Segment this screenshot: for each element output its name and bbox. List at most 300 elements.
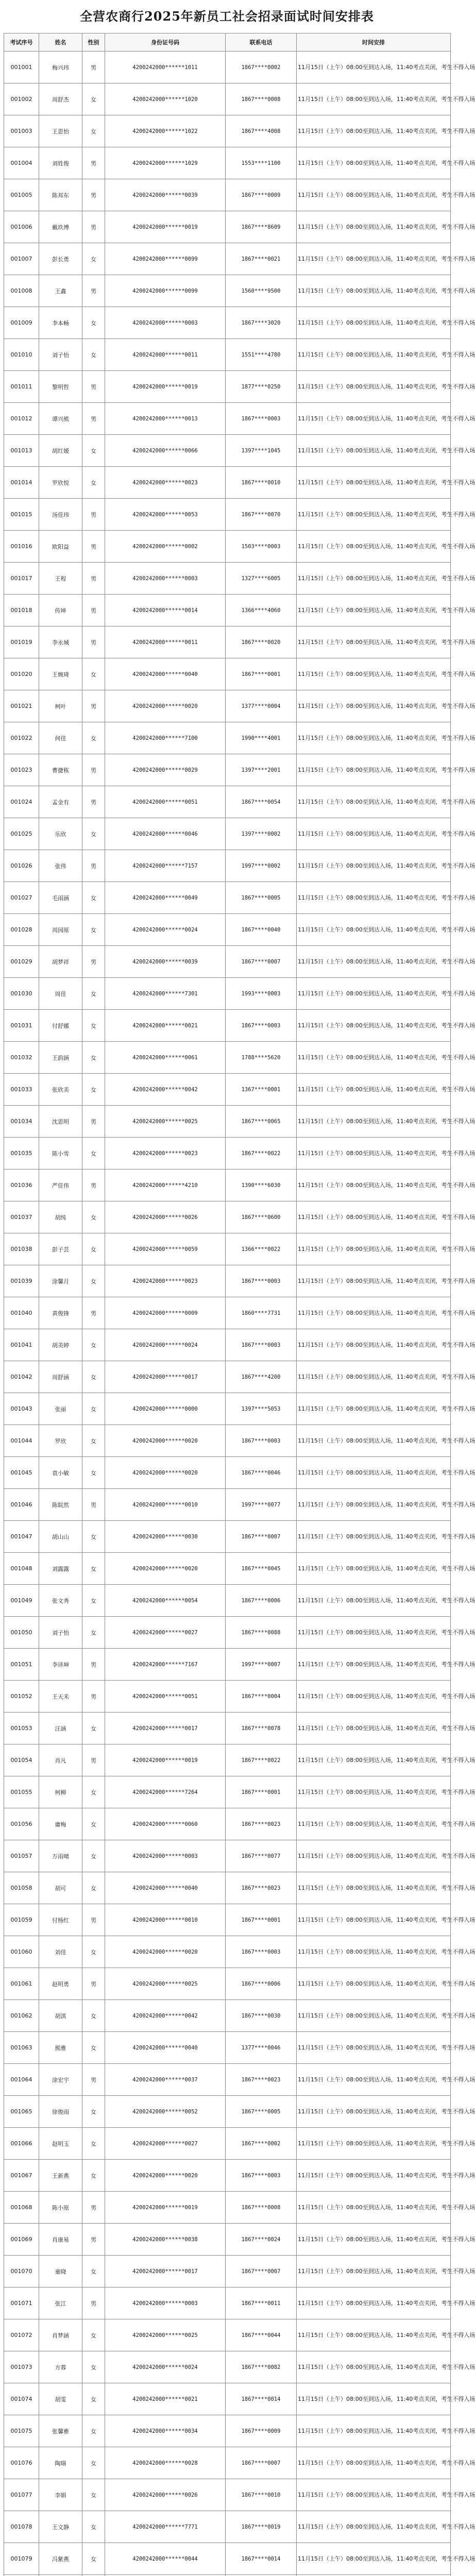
cell-exam-number: 001051 (4, 1649, 39, 1681)
table-row (4, 882, 451, 914)
cell-exam-number: 001074 (4, 2383, 39, 2415)
cell-time-arrangement: 11月15日（上午）08:00至到达入场，11:40考点关闭，考生不得入场 (297, 626, 451, 658)
cell-id-number: 4200242000******0030 (105, 1521, 226, 1553)
cell-time-arrangement: 11月15日（上午）08:00至到达入场，11:40考点关闭，考生不得入场 (297, 2032, 451, 2064)
cell-name: 曹捷栋 (39, 754, 82, 786)
cell-name: 肖梦涵 (39, 2319, 82, 2351)
cell-name: 张丽 (39, 1393, 82, 1425)
cell-gender: 女 (82, 1872, 105, 1904)
cell-gender: 女 (82, 1840, 105, 1872)
table-row (4, 754, 451, 786)
cell-phone: 1867****0022 (226, 1138, 297, 1170)
cell-name: 肖康易 (39, 2224, 82, 2256)
table-row (4, 467, 451, 499)
cell-name: 柯柳 (39, 1776, 82, 1808)
cell-name: 王新燕 (39, 2160, 82, 2192)
cell-phone: 1867****0006 (226, 1585, 297, 1617)
cell-time-arrangement: 11月15日（上午）08:00至到达入场，11:40考点关闭，考生不得入场 (297, 658, 451, 690)
cell-phone: 1867****0005 (226, 2096, 297, 2128)
cell-name: 涂宏宇 (39, 2064, 82, 2096)
table-row (4, 1361, 451, 1393)
page-title: 全营农商行2025年新员工社会招录面试时间安排表 (80, 9, 374, 24)
cell-time-arrangement: 11月15日（上午）08:00至到达入场，11:40考点关闭，考生不得入场 (297, 1489, 451, 1521)
cell-id-number: 4200242000******0019 (105, 211, 226, 243)
cell-name: 彭长勇 (39, 243, 82, 275)
cell-time-arrangement: 11月15日（上午）08:00至到达入场，11:40考点关闭，考生不得入场 (297, 403, 451, 435)
cell-name: 孟金有 (39, 786, 82, 818)
table-row (4, 1553, 451, 1585)
header-id-number: 身份证号码 (105, 33, 226, 52)
cell-exam-number: 001025 (4, 818, 39, 850)
cell-name: 严佳伟 (39, 1170, 82, 1201)
cell-time-arrangement: 11月15日（上午）08:00至到达入场，11:40考点关闭，考生不得入场 (297, 595, 451, 626)
cell-gender: 男 (82, 403, 105, 435)
table-row (4, 1010, 451, 1042)
cell-id-number: 4200242000******0009 (105, 1297, 226, 1329)
cell-id-number: 4200242000******0020 (105, 1936, 226, 1968)
cell-time-arrangement: 11月15日（上午）08:00至到达入场，11:40考点关闭，考生不得入场 (297, 243, 451, 275)
cell-name: 乐欣 (39, 818, 82, 850)
cell-id-number: 4200242000******0099 (105, 243, 226, 275)
cell-time-arrangement: 11月15日（上午）08:00至到达入场，11:40考点关闭，考生不得入场 (297, 2287, 451, 2319)
cell-gender: 男 (82, 1170, 105, 1201)
table-row (4, 179, 451, 211)
cell-phone: 1867****8609 (226, 211, 297, 243)
cell-exam-number: 001026 (4, 850, 39, 882)
table-row (4, 1106, 451, 1138)
cell-gender: 女 (82, 2319, 105, 2351)
cell-id-number: 4200242000******0026 (105, 1201, 226, 1233)
table-row (4, 1872, 451, 1904)
cell-exam-number: 001028 (4, 914, 39, 946)
cell-phone: 1867****0024 (226, 2224, 297, 2256)
cell-name: 张文秀 (39, 1585, 82, 1617)
cell-exam-number: 001046 (4, 1489, 39, 1521)
cell-name: 刘子怡 (39, 339, 82, 371)
cell-id-number: 4200242000******0052 (105, 2096, 226, 2128)
cell-gender: 男 (82, 371, 105, 403)
cell-gender: 男 (82, 211, 105, 243)
cell-phone: 1867****0021 (226, 243, 297, 275)
cell-phone: 1867****0010 (226, 467, 297, 499)
cell-id-number: 4200242000******0003 (105, 2287, 226, 2319)
cell-gender: 女 (82, 818, 105, 850)
cell-time-arrangement: 11月15日（上午）08:00至到达入场，11:40考点关闭，考生不得入场 (297, 435, 451, 467)
cell-exam-number: 001003 (4, 115, 39, 147)
cell-exam-number: 001063 (4, 2032, 39, 2064)
cell-exam-number: 001037 (4, 1201, 39, 1233)
cell-name: 刘佳 (39, 1936, 82, 1968)
table-row (4, 2319, 451, 2351)
cell-time-arrangement: 11月15日（上午）08:00至到达入场，11:40考点关闭，考生不得入场 (297, 1170, 451, 1201)
table-row (4, 1840, 451, 1872)
cell-time-arrangement: 11月15日（上午）08:00至到达入场，11:40考点关闭，考生不得入场 (297, 2447, 451, 2479)
table-row (4, 275, 451, 307)
table-row (4, 531, 451, 563)
cell-time-arrangement: 11月15日（上午）08:00至到达入场，11:40考点关闭，考生不得入场 (297, 2000, 451, 2032)
cell-time-arrangement: 11月15日（上午）08:00至到达入场，11:40考点关闭，考生不得入场 (297, 1904, 451, 1936)
cell-phone: 1877****0250 (226, 371, 297, 403)
cell-gender: 女 (82, 1617, 105, 1649)
table-row (4, 1042, 451, 1074)
cell-time-arrangement: 11月15日（上午）08:00至到达入场，11:40考点关闭，考生不得入场 (297, 2256, 451, 2287)
cell-time-arrangement: 11月15日（上午）08:00至到达入场，11:40考点关闭，考生不得入场 (297, 722, 451, 754)
table-row (4, 818, 451, 850)
cell-id-number: 4200242000******0023 (105, 1265, 226, 1297)
cell-name: 肖凡 (39, 1744, 82, 1776)
cell-time-arrangement: 11月15日（上午）08:00至到达入场，11:40考点关闭，考生不得入场 (297, 2064, 451, 2096)
cell-exam-number: 001031 (4, 1010, 39, 1042)
table-row (4, 2351, 451, 2383)
cell-time-arrangement: 11月15日（上午）08:00至到达入场，11:40考点关闭，考生不得入场 (297, 179, 451, 211)
table-row (4, 2064, 451, 2096)
cell-name: 李本畅 (39, 307, 82, 339)
cell-phone: 1867****0040 (226, 914, 297, 946)
cell-phone: 1867****0070 (226, 499, 297, 531)
table-row (4, 1649, 451, 1681)
cell-id-number: 4200242000******0051 (105, 786, 226, 818)
table-row (4, 1744, 451, 1776)
cell-phone: 1867****0600 (226, 1201, 297, 1233)
cell-gender: 男 (82, 1681, 105, 1713)
cell-exam-number: 001013 (4, 435, 39, 467)
table-row (4, 690, 451, 722)
cell-name: 胡淇 (39, 2000, 82, 2032)
cell-name: 何佳 (39, 722, 82, 754)
cell-time-arrangement: 11月15日（上午）08:00至到达入场，11:40考点关闭，考生不得入场 (297, 2319, 451, 2351)
table-row (4, 1776, 451, 1808)
cell-id-number: 4200242000******0049 (105, 882, 226, 914)
cell-id-number: 4200242000******0024 (105, 2351, 226, 2383)
cell-time-arrangement: 11月15日（上午）08:00至到达入场，11:40考点关闭，考生不得入场 (297, 2415, 451, 2447)
table-row (4, 1233, 451, 1265)
cell-phone: 1390****6030 (226, 1170, 297, 1201)
cell-phone: 1397****0002 (226, 818, 297, 850)
cell-name: 刘子怡 (39, 1617, 82, 1649)
cell-name: 周舒涵 (39, 1361, 82, 1393)
cell-exam-number: 001002 (4, 83, 39, 115)
cell-exam-number: 001040 (4, 1297, 39, 1329)
cell-exam-number: 001022 (4, 722, 39, 754)
cell-time-arrangement: 11月15日（上午）08:00至到达入场，11:40考点关闭，考生不得入场 (297, 1968, 451, 2000)
table-row (4, 1074, 451, 1106)
cell-gender: 女 (82, 1074, 105, 1106)
cell-phone: 1990****4001 (226, 722, 297, 754)
table-row (4, 978, 451, 1010)
cell-name: 刘露露 (39, 1553, 82, 1585)
cell-phone: 1997****0007 (226, 1649, 297, 1681)
cell-name: 彭子芸 (39, 1233, 82, 1265)
cell-name: 王思怡 (39, 115, 82, 147)
cell-time-arrangement: 11月15日（上午）08:00至到达入场，11:40考点关闭，考生不得入场 (297, 1106, 451, 1138)
table-row (4, 435, 451, 467)
cell-id-number: 4200242000******0042 (105, 1074, 226, 1106)
cell-phone: 1551****4780 (226, 339, 297, 371)
cell-phone: 1867****4200 (226, 1361, 297, 1393)
cell-id-number: 4200242000******0021 (105, 1010, 226, 1042)
cell-gender: 男 (82, 1904, 105, 1936)
cell-time-arrangement: 11月15日（上午）08:00至到达入场，11:40考点关闭，考生不得入场 (297, 786, 451, 818)
cell-exam-number: 001034 (4, 1106, 39, 1138)
cell-id-number: 4200242000******0061 (105, 1042, 226, 1074)
table-row (4, 2511, 451, 2543)
cell-exam-number: 001030 (4, 978, 39, 1010)
cell-exam-number: 001068 (4, 2192, 39, 2224)
cell-time-arrangement: 11月15日（上午）08:00至到达入场，11:40考点关闭，考生不得入场 (297, 1776, 451, 1808)
table-row (4, 2543, 451, 2575)
cell-id-number: 4200242000******0017 (105, 1713, 226, 1744)
cell-time-arrangement: 11月15日（上午）08:00至到达入场，11:40考点关闭，考生不得入场 (297, 1457, 451, 1489)
cell-time-arrangement: 11月15日（上午）08:00至到达入场，11:40考点关闭，考生不得入场 (297, 371, 451, 403)
cell-name: 欧阳益 (39, 531, 82, 563)
table-row (4, 1489, 451, 1521)
cell-time-arrangement: 11月15日（上午）08:00至到达入场，11:40考点关闭，考生不得入场 (297, 275, 451, 307)
header-time-arrangement: 时间安排 (297, 33, 451, 52)
cell-time-arrangement: 11月15日（上午）08:00至到达入场，11:40考点关闭，考生不得入场 (297, 690, 451, 722)
cell-name: 张伟 (39, 850, 82, 882)
cell-phone: 1367****0001 (226, 1074, 297, 1106)
cell-exam-number: 001010 (4, 339, 39, 371)
cell-id-number: 4200242000******0060 (105, 1808, 226, 1840)
cell-exam-number: 001004 (4, 147, 39, 179)
table-row (4, 1617, 451, 1649)
table-row (4, 2224, 451, 2256)
cell-id-number: 4200242000******0024 (105, 914, 226, 946)
cell-phone: 1867****0020 (226, 626, 297, 658)
cell-time-arrangement: 11月15日（上午）08:00至到达入场，11:40考点关闭，考生不得入场 (297, 850, 451, 882)
cell-id-number: 4200242000******0024 (105, 1329, 226, 1361)
header-name: 姓名 (39, 33, 82, 52)
table-row (4, 722, 451, 754)
cell-time-arrangement: 11月15日（上午）08:00至到达入场，11:40考点关闭，考生不得入场 (297, 115, 451, 147)
cell-id-number: 4200242000******0026 (105, 2479, 226, 2511)
cell-gender: 女 (82, 1361, 105, 1393)
cell-name: 王程 (39, 563, 82, 595)
cell-exam-number: 001029 (4, 946, 39, 978)
cell-phone: 1397****1045 (226, 435, 297, 467)
cell-time-arrangement: 11月15日（上午）08:00至到达入场，11:40考点关闭，考生不得入场 (297, 2543, 451, 2575)
cell-exam-number: 001059 (4, 1904, 39, 1936)
cell-name: 胡雯 (39, 2383, 82, 2415)
cell-phone: 1867****0003 (226, 1936, 297, 1968)
cell-gender: 女 (82, 115, 105, 147)
cell-phone: 1867****0077 (226, 1840, 297, 1872)
cell-time-arrangement: 11月15日（上午）08:00至到达入场，11:40考点关闭，考生不得入场 (297, 1936, 451, 1968)
cell-id-number: 4200242000******0066 (105, 435, 226, 467)
cell-gender: 女 (82, 1585, 105, 1617)
cell-gender: 女 (82, 2128, 105, 2160)
cell-id-number: 4200242000******0010 (105, 1489, 226, 1521)
cell-id-number: 4200242000******0020 (105, 1457, 226, 1489)
cell-id-number: 4200242000******0025 (105, 1968, 226, 2000)
cell-time-arrangement: 11月15日（上午）08:00至到达入场，11:40考点关闭，考生不得入场 (297, 499, 451, 531)
cell-name: 谭兴熊 (39, 403, 82, 435)
table-row (4, 1585, 451, 1617)
table-row (4, 1170, 451, 1201)
cell-gender: 男 (82, 1297, 105, 1329)
cell-id-number: 4200242000******1020 (105, 83, 226, 115)
cell-name: 毛雨涵 (39, 882, 82, 914)
table-row (4, 83, 451, 115)
table-header-row (4, 33, 451, 52)
cell-gender: 男 (82, 626, 105, 658)
cell-gender: 女 (82, 1808, 105, 1840)
cell-exam-number: 001035 (4, 1138, 39, 1170)
table-row (4, 403, 451, 435)
cell-time-arrangement: 11月15日（上午）08:00至到达入场，11:40考点关闭，考生不得入场 (297, 1840, 451, 1872)
table-row (4, 307, 451, 339)
table-row (4, 2447, 451, 2479)
cell-time-arrangement: 11月15日（上午）08:00至到达入场，11:40考点关闭，考生不得入场 (297, 914, 451, 946)
cell-id-number: 4200242000******7167 (105, 1649, 226, 1681)
cell-time-arrangement: 11月15日（上午）08:00至到达入场，11:40考点关闭，考生不得入场 (297, 978, 451, 1010)
cell-exam-number: 001020 (4, 658, 39, 690)
cell-phone: 1867****0003 (226, 1425, 297, 1457)
cell-exam-number: 001038 (4, 1233, 39, 1265)
cell-name: 胡梦祥 (39, 946, 82, 978)
cell-phone: 1867****0088 (226, 1617, 297, 1649)
cell-name: 陶瑞 (39, 2447, 82, 2479)
table-row (4, 563, 451, 595)
table-row (4, 1393, 451, 1425)
cell-gender: 女 (82, 1425, 105, 1457)
cell-id-number: 4200242000******7771 (105, 2511, 226, 2543)
table-row (4, 147, 451, 179)
cell-phone: 1867****0001 (226, 1904, 297, 1936)
cell-time-arrangement: 11月15日（上午）08:00至到达入场，11:40考点关闭，考生不得入场 (297, 818, 451, 850)
table-row (4, 1138, 451, 1170)
cell-name: 庸梅 (39, 1808, 82, 1840)
cell-id-number: 4200242000******0003 (105, 307, 226, 339)
cell-id-number: 4200242000******0011 (105, 339, 226, 371)
cell-exam-number: 001058 (4, 1872, 39, 1904)
cell-name: 梅兴玮 (39, 52, 82, 83)
table-row (4, 2032, 451, 2064)
cell-gender: 男 (82, 2192, 105, 2224)
cell-time-arrangement: 11月15日（上午）08:00至到达入场，11:40考点关闭，考生不得入场 (297, 211, 451, 243)
cell-exam-number: 001006 (4, 211, 39, 243)
cell-gender: 男 (82, 1649, 105, 1681)
cell-phone: 1867****0003 (226, 403, 297, 435)
cell-time-arrangement: 11月15日（上午）08:00至到达入场，11:40考点关闭，考生不得入场 (297, 1744, 451, 1776)
cell-gender: 男 (82, 1489, 105, 1521)
cell-exam-number: 001048 (4, 1553, 39, 1585)
table-row (4, 1201, 451, 1233)
cell-name: 徐俊雨 (39, 2096, 82, 2128)
cell-exam-number: 001060 (4, 1936, 39, 1968)
cell-phone: 1377****0004 (226, 690, 297, 722)
table-row (4, 2383, 451, 2415)
cell-gender: 男 (82, 1106, 105, 1138)
cell-time-arrangement: 11月15日（上午）08:00至到达入场，11:40考点关闭，考生不得入场 (297, 1649, 451, 1681)
cell-exam-number: 001014 (4, 467, 39, 499)
cell-gender: 女 (82, 2032, 105, 2064)
cell-phone: 1867****0014 (226, 2543, 297, 2575)
cell-phone: 1867****0082 (226, 2351, 297, 2383)
cell-gender: 女 (82, 1042, 105, 1074)
cell-gender: 女 (82, 2511, 105, 2543)
cell-time-arrangement: 11月15日（上午）08:00至到达入场，11:40考点关闭，考生不得入场 (297, 1297, 451, 1329)
cell-gender: 女 (82, 1265, 105, 1297)
cell-time-arrangement: 11月15日（上午）08:00至到达入场，11:40考点关闭，考生不得入场 (297, 1585, 451, 1617)
cell-gender: 女 (82, 2256, 105, 2287)
table-row (4, 1457, 451, 1489)
cell-gender: 女 (82, 1329, 105, 1361)
cell-id-number: 4200242000******0000 (105, 1393, 226, 1425)
cell-name: 沈思明 (39, 1106, 82, 1138)
table-row (4, 499, 451, 531)
cell-id-number: 4200242000******0020 (105, 690, 226, 722)
cell-time-arrangement: 11月15日（上午）08:00至到达入场，11:40考点关闭，考生不得入场 (297, 1265, 451, 1297)
cell-name: 熊雅 (39, 2032, 82, 2064)
cell-time-arrangement: 11月15日（上午）08:00至到达入场，11:40考点关闭，考生不得入场 (297, 1074, 451, 1106)
cell-name: 传坤 (39, 595, 82, 626)
cell-exam-number: 001017 (4, 563, 39, 595)
cell-gender: 男 (82, 531, 105, 563)
cell-id-number: 4200242000******0051 (105, 1681, 226, 1713)
cell-phone: 1867****3020 (226, 307, 297, 339)
cell-exam-number: 001009 (4, 307, 39, 339)
cell-gender: 女 (82, 2543, 105, 2575)
cell-time-arrangement: 11月15日（上午）08:00至到达入场，11:40考点关闭，考生不得入场 (297, 1553, 451, 1585)
cell-gender: 女 (82, 1457, 105, 1489)
cell-exam-number: 001007 (4, 243, 39, 275)
cell-phone: 1867****0004 (226, 1681, 297, 1713)
cell-time-arrangement: 11月15日（上午）08:00至到达入场，11:40考点关闭，考生不得入场 (297, 83, 451, 115)
table-row (4, 1713, 451, 1744)
cell-exam-number: 001036 (4, 1170, 39, 1201)
cell-phone: 1867****0065 (226, 1106, 297, 1138)
cell-id-number: 4200242000******0023 (105, 1138, 226, 1170)
cell-gender: 女 (82, 1201, 105, 1233)
cell-exam-number: 001044 (4, 1425, 39, 1457)
cell-time-arrangement: 11月15日（上午）08:00至到达入场，11:40考点关闭，考生不得入场 (297, 2351, 451, 2383)
cell-gender: 女 (82, 307, 105, 339)
cell-gender: 女 (82, 1521, 105, 1553)
cell-id-number: 4200242000******0046 (105, 818, 226, 850)
cell-time-arrangement: 11月15日（上午）08:00至到达入场，11:40考点关闭，考生不得入场 (297, 2224, 451, 2256)
cell-exam-number: 001049 (4, 1585, 39, 1617)
cell-phone: 1366****0022 (226, 1233, 297, 1265)
cell-id-number: 4200242000******1022 (105, 115, 226, 147)
cell-id-number: 4200242000******0044 (105, 2543, 226, 2575)
table-row (4, 1425, 451, 1457)
cell-exam-number: 001027 (4, 882, 39, 914)
cell-exam-number: 001055 (4, 1776, 39, 1808)
cell-exam-number: 001066 (4, 2128, 39, 2160)
cell-exam-number: 001011 (4, 371, 39, 403)
cell-id-number: 4200242000******7157 (105, 850, 226, 882)
cell-id-number: 4200242000******0023 (105, 467, 226, 499)
cell-id-number: 4200242000******7264 (105, 1776, 226, 1808)
cell-gender: 男 (82, 754, 105, 786)
cell-exam-number: 001070 (4, 2256, 39, 2287)
cell-id-number: 4200242000******0034 (105, 2415, 226, 2447)
cell-exam-number: 001069 (4, 2224, 39, 2256)
cell-id-number: 4200242000******0019 (105, 1744, 226, 1776)
table-row (4, 595, 451, 626)
cell-id-number: 4200242000******1011 (105, 52, 226, 83)
cell-time-arrangement: 11月15日（上午）08:00至到达入场，11:40考点关闭，考生不得入场 (297, 1425, 451, 1457)
cell-name: 张江 (39, 2287, 82, 2319)
cell-name: 李译坤 (39, 1649, 82, 1681)
cell-time-arrangement: 11月15日（上午）08:00至到达入场，11:40考点关闭，考生不得入场 (297, 1201, 451, 1233)
cell-name: 胡可 (39, 1872, 82, 1904)
table-row (4, 2479, 451, 2511)
cell-id-number: 4200242000******0002 (105, 531, 226, 563)
cell-phone: 1867****0009 (226, 2415, 297, 2447)
cell-gender: 女 (82, 978, 105, 1010)
